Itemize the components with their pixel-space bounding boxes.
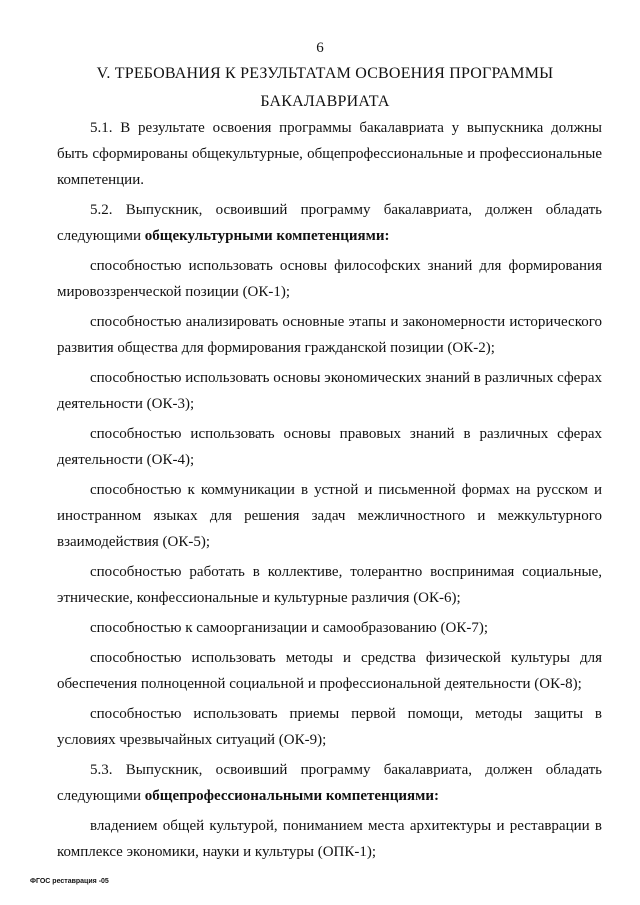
competency-ok-6: способностью работать в коллективе, толерантно воспринимая социальные, этнические, конфессиональные и культурные различия (ОК-6);	[57, 564, 602, 606]
footer-note: ФГОС реставрация -05	[30, 878, 109, 885]
paragraph-5-3-text: 5.3. Выпускник, освоивший программу бакалавриата, должен обладать следующими	[57, 762, 602, 804]
section-title	[90, 60, 560, 116]
section-title-line-2: БАКАЛАВРИАТА	[260, 93, 390, 110]
general-cultural-competencies-heading: общекультурными компетенциями:	[144, 228, 390, 244]
competency-ok-9: способностью использовать приемы первой помощи, методы защиты в условиях чрезвычайных ситуаций (ОК-9);	[57, 706, 602, 748]
paragraph-5-1: 5.1. В результате освоения программы бакалавриата у выпускника должны быть сформированы общекультурные, общепрофессиональные и профессиональные компетенции.	[57, 120, 602, 188]
general-professional-competencies-heading: общепрофессиональными компетенциями:	[144, 788, 439, 804]
section-title-line-1: V. ТРЕБОВАНИЯ К РЕЗУЛЬТАТАМ ОСВОЕНИЯ ПРОГРАММЫ	[96, 65, 554, 82]
competency-ok-7: способностью к самоорганизации и самообразованию (ОК-7);	[90, 620, 489, 636]
paragraph-5-2	[57, 197, 602, 249]
paragraph-5-2-text: 5.2. Выпускник, освоивший программу бакалавриата, должен обладать следующими	[57, 202, 602, 244]
competency-ok-2: способностью анализировать основные этапы и закономерности исторического развития общества для формирования гражданской позиции (ОК-2);	[57, 314, 602, 356]
competency-ok-1: способностью использовать основы философских знаний для формирования мировоззренческой позиции (ОК-1);	[57, 258, 602, 300]
competency-opk-1: владением общей культурой, пониманием места архитектуры и реставрации в комплексе экономики, науки и культуры (ОПК-1);	[57, 818, 602, 860]
paragraph-5-3	[57, 757, 602, 809]
competency-ok-5: способностью к коммуникации в устной и письменной формах на русском и иностранном языках для решения задач межличностного и межкультурного взаимодействия (ОК-5);	[57, 482, 602, 550]
competency-ok-4: способностью использовать основы правовых знаний в различных сферах деятельности (ОК-4);	[57, 426, 602, 468]
competency-ok-8: способностью использовать методы и средства физической культуры для обеспечения полноценной социальной и профессиональной деятельности (ОК-8);	[57, 650, 602, 692]
competency-ok-3: способностью использовать основы экономических знаний в различных сферах деятельности (ОК-3);	[57, 370, 602, 412]
document-body	[57, 115, 602, 865]
page-number: 6	[316, 40, 324, 56]
